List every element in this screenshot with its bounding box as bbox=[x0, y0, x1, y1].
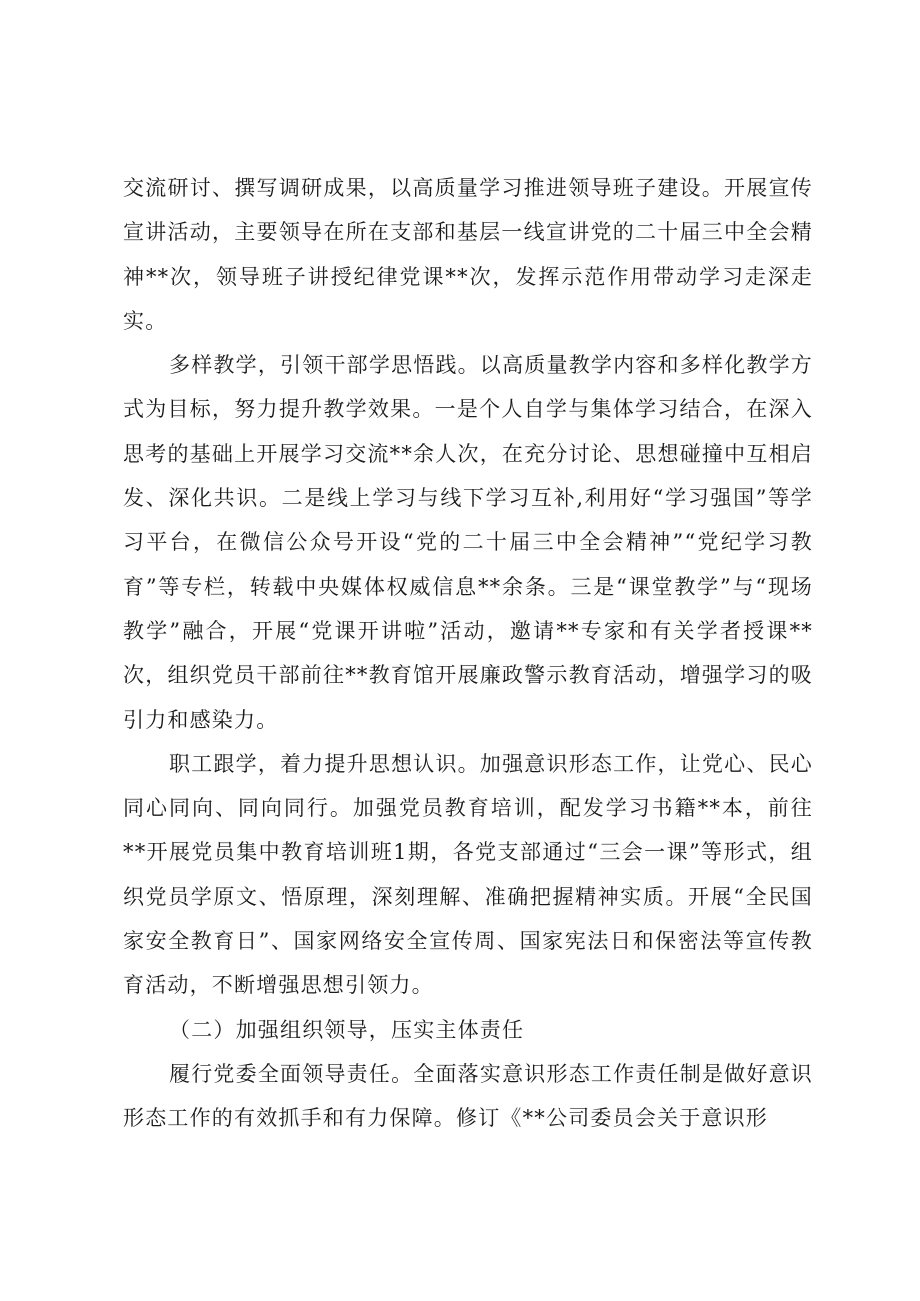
paragraph-staff-learning: 职工跟学，着力提升思想认识。加强意识形态工作，让党心、民心同心同向、同向同行。加强党员教育培训，配发学习书籍**本，前往**开展党员集中教育培训班1期，各党支部通过“三会一课”等形式，组织党员学原文、悟原理，深刻理解、准确把握精神实质。开展“全民国家安全教育日”、国家网络安全宣传周、国家宪法日和保密法等宣传教育活动，不断增强思想引领力。 bbox=[123, 751, 813, 998]
document-body bbox=[123, 166, 813, 1141]
paragraph-continuation: 交流研讨、撰写调研成果，以高质量学习推进领导班子建设。开展宣传宣讲活动，主要领导在所在支部和基层一线宣讲党的二十届三中全会精神**次，领导班子讲授纪律党课**次，发挥示范作用带动学习走深走实。 bbox=[123, 176, 813, 333]
paragraph-party-leadership: 履行党委全面领导责任。全面落实意识形态工作责任制是做好意识形态工作的有效抓手和有力保障。修订《**公司委员会关于意识形 bbox=[123, 1061, 813, 1131]
paragraph-diverse-teaching: 多样教学，引领干部学思悟践。以高质量教学内容和多样化教学方式为目标，努力提升教学效果。一是个人自学与集体学习结合，在深入思考的基础上开展学习交流**余人次，在充分讨论、思想碰撞中互相启发、深化共识。二是线上学习与线下学习互补,利用好“学习强国”等学习平台，在微信公众号开设“党的二十届三中全会精神”“党纪学习教育”等专栏，转载中央媒体权威信息**余条。三是“课堂教学”与“现场教学”融合，开展“党课开讲啦”活动，邀请**专家和有关学者授课**次，组织党员干部前往**教育馆开展廉政警示教育活动，增强学习的吸引力和感染力。 bbox=[123, 353, 813, 732]
section-heading: （二）加强组织领导，压实主体责任 bbox=[169, 1017, 525, 1042]
